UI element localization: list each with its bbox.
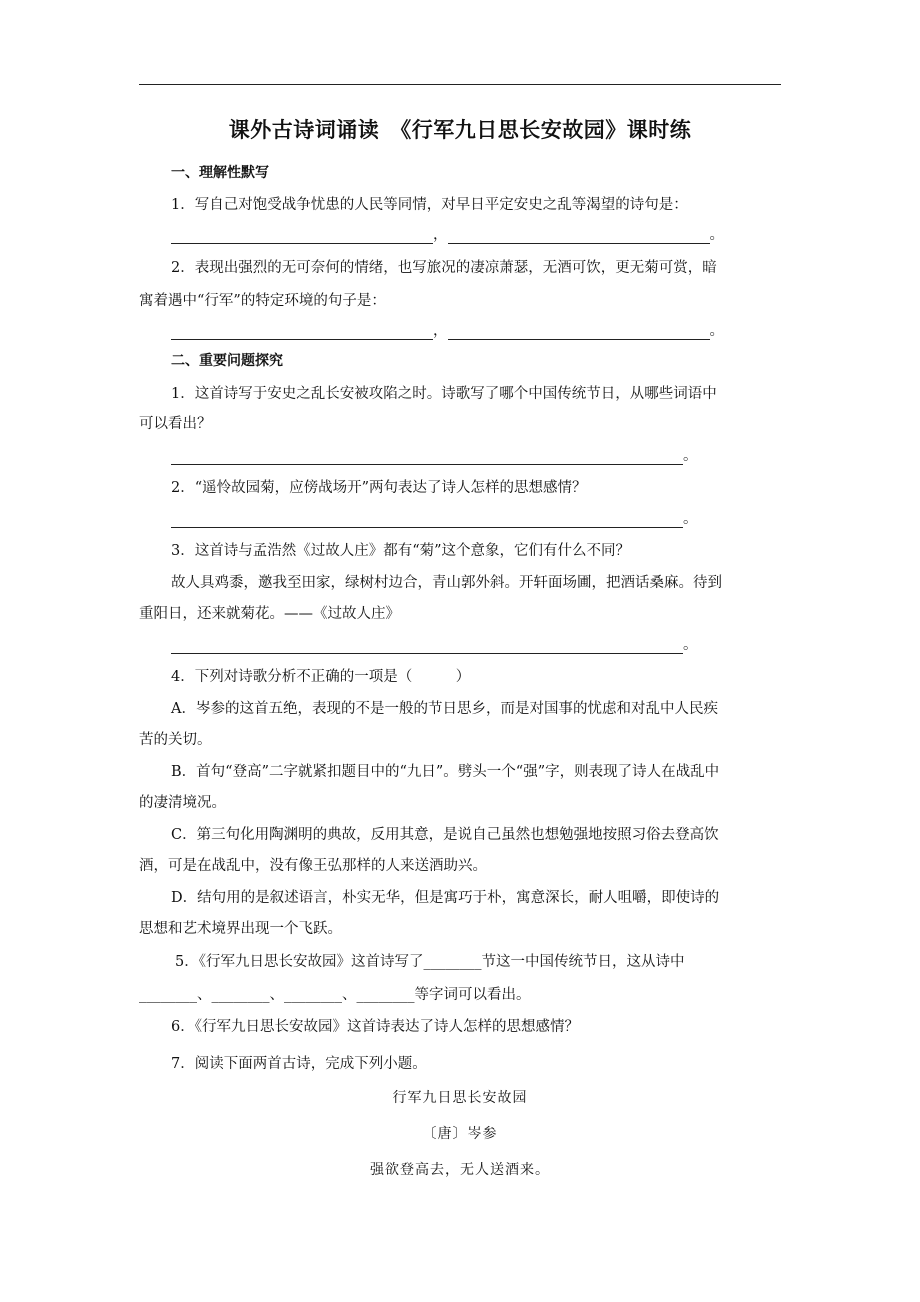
comma: ， bbox=[433, 227, 448, 243]
reference-poem-line-1: 故人具鸡黍，邀我至田家，绿树村边合，青山郭外斜。开轩面场圃，把酒话桑麻。待到 bbox=[171, 575, 722, 591]
page-title: 课外古诗词诵读 《行军九日思长安故园》课时练 bbox=[228, 117, 692, 142]
option-d-cont: 思想和艺术境界出现一个飞跃。 bbox=[139, 921, 342, 937]
period: 。 bbox=[709, 323, 724, 339]
reference-poem-line-2: 重阳日，还来就菊花。——《过故人庄》 bbox=[139, 606, 400, 622]
poem-line-1: 强欲登高去，无人送酒来。 bbox=[370, 1162, 550, 1178]
dictation-question-2: 2．表现出强烈的无可奈何的情绪，也写旅况的凄凉萧瑟，无酒可饮，更无菊可赏，暗 bbox=[171, 260, 717, 276]
inquiry-question-6: 6．《行军九日思长安故园》这首诗表达了诗人怎样的思想感情？ bbox=[171, 1019, 579, 1035]
inquiry-question-7: 7．阅读下面两首古诗，完成下列小题。 bbox=[171, 1056, 427, 1072]
inquiry-question-3: 3．这首诗与孟浩然《过故人庄》都有“菊”这个意象，它们有什么不同？ bbox=[171, 543, 631, 559]
option-b[interactable]: B．首句“登高”二字就紧扣题目中的“九日”。劈头一个“强”字，则表现了诗人在战乱中 bbox=[171, 764, 720, 780]
answer-blank[interactable] bbox=[171, 450, 683, 465]
answer-blank[interactable] bbox=[448, 229, 710, 244]
answer-blank[interactable] bbox=[171, 229, 433, 244]
inquiry-question-4: 4．下列对诗歌分析不正确的一项是（ ） bbox=[171, 669, 471, 685]
inquiry-question-5: 5．《行军九日思长安故园》这首诗写了________节这一中国传统节日，这从诗中 bbox=[175, 954, 685, 970]
dictation-question-1: 1．写自己对饱受战争忧患的人民等同情，对早日平定安史之乱等渴望的诗句是： bbox=[171, 197, 688, 213]
answer-blank[interactable] bbox=[448, 325, 710, 340]
period: 。 bbox=[709, 227, 724, 243]
inquiry-question-1-cont: 可以看出？ bbox=[139, 416, 212, 432]
option-a-cont: 苦的关切。 bbox=[139, 732, 212, 748]
section-heading-inquiry: 二、重要问题探究 bbox=[171, 353, 283, 369]
poem-title: 行军九日思长安故园 bbox=[392, 1090, 528, 1106]
header-rule bbox=[139, 84, 781, 85]
inquiry-question-5-cont: ________、________、________、________等字词可以看出。 bbox=[139, 987, 531, 1003]
dictation-question-2-cont: 寓着遇中“行军”的特定环境的句子是： bbox=[139, 293, 386, 309]
option-b-cont: 的凄清境况。 bbox=[139, 795, 226, 811]
answer-blank[interactable] bbox=[171, 325, 433, 340]
option-c[interactable]: C．第三句化用陶渊明的典故，反用其意，是说自己虽然也想勉强地按照习俗去登高饮 bbox=[171, 827, 719, 843]
period: 。 bbox=[683, 448, 698, 464]
option-d[interactable]: D．结句用的是叙述语言，朴实无华，但是寓巧于朴，寓意深长，耐人咀嚼，即使诗的 bbox=[171, 890, 720, 906]
inquiry-answer-row-3 bbox=[171, 633, 698, 654]
answer-blank[interactable] bbox=[171, 639, 683, 654]
section-heading-dictation: 一、理解性默写 bbox=[171, 165, 269, 181]
answer-blank[interactable] bbox=[171, 513, 683, 528]
option-c-cont: 酒，可是在战乱中，没有像王弘那样的人来送酒助兴。 bbox=[139, 858, 487, 874]
period: 。 bbox=[683, 637, 698, 653]
inquiry-question-2: 2．“遥怜故园菊，应傍战场开”两句表达了诗人怎样的思想感情？ bbox=[171, 480, 587, 496]
poem-author: 〔唐〕岑参 bbox=[422, 1126, 498, 1142]
comma: ， bbox=[433, 323, 448, 339]
period: 。 bbox=[683, 511, 698, 527]
dictation-answer-row-1 bbox=[171, 223, 724, 244]
dictation-answer-row-2 bbox=[171, 319, 724, 340]
inquiry-question-1: 1．这首诗写于安史之乱长安被攻陷之时。诗歌写了哪个中国传统节日，从哪些词语中 bbox=[171, 386, 717, 402]
inquiry-answer-row-2 bbox=[171, 507, 698, 528]
inquiry-answer-row-1 bbox=[171, 444, 698, 465]
option-a[interactable]: A．岑参的这首五绝，表现的不是一般的节日思乡，而是对国事的忧虑和对乱中人民疾 bbox=[171, 701, 718, 717]
